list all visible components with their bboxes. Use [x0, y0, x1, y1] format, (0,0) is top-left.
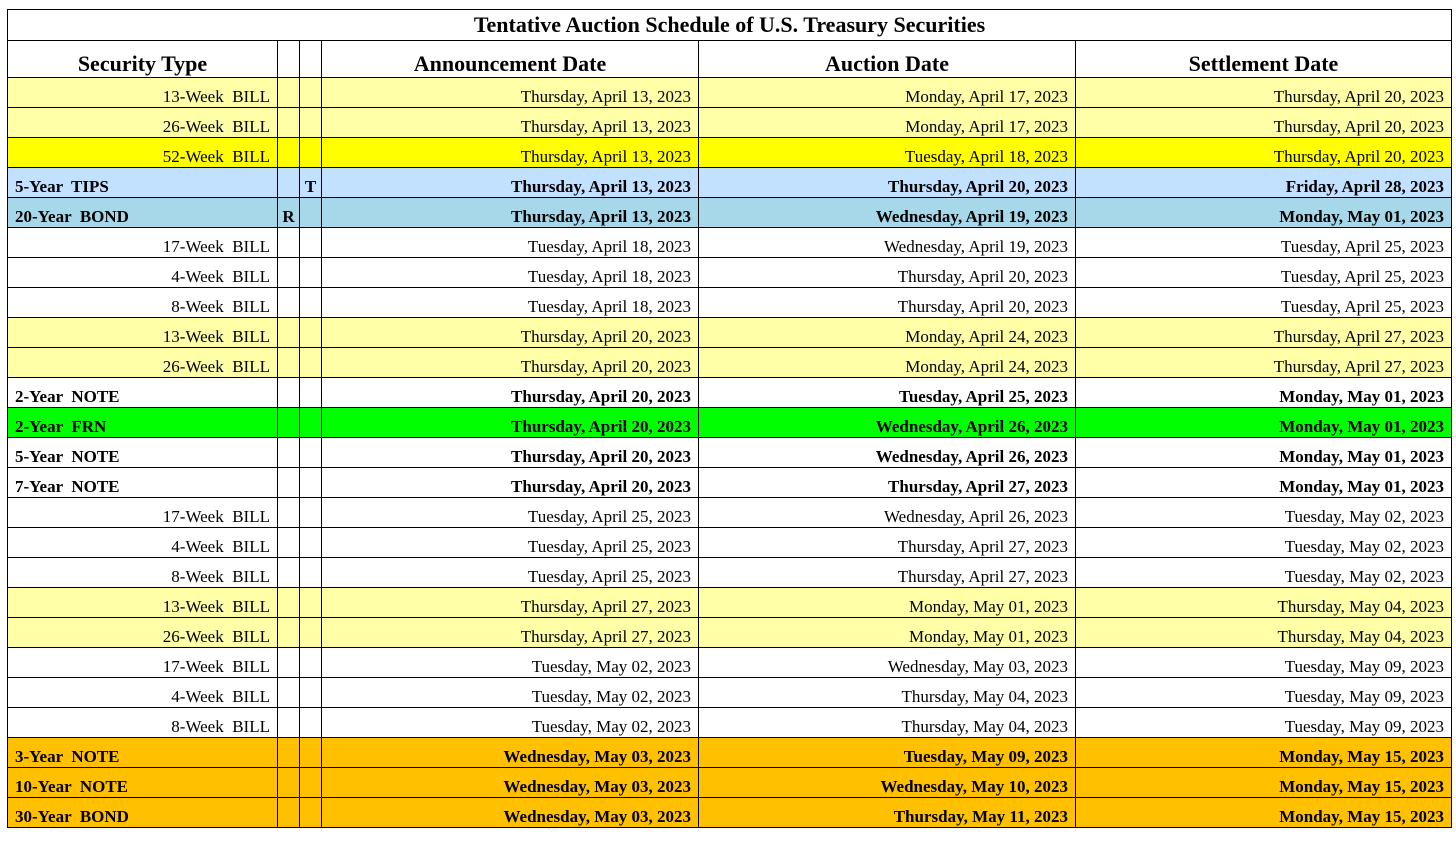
auction-date-cell: Thursday, April 20, 2023 [699, 168, 1076, 198]
auction-date-cell: Monday, May 01, 2023 [699, 588, 1076, 618]
header-row [8, 41, 1452, 78]
flag-cell-reopening [278, 378, 300, 408]
settlement-date-cell: Tuesday, May 02, 2023 [1076, 558, 1452, 588]
security-type-cell: 26-Week BILL [8, 108, 278, 138]
flag-cell-tips [300, 198, 322, 228]
flag-cell-reopening [278, 558, 300, 588]
flag-cell-reopening [278, 798, 300, 828]
table-row [8, 438, 1452, 468]
flag-cell-reopening [278, 468, 300, 498]
settlement-date-cell: Tuesday, May 09, 2023 [1076, 678, 1452, 708]
auction-date-cell: Monday, April 17, 2023 [699, 78, 1076, 108]
auction-date-cell: Tuesday, May 09, 2023 [699, 738, 1076, 768]
table-row [8, 288, 1452, 318]
table-row [8, 78, 1452, 108]
flag-cell-reopening [278, 438, 300, 468]
table-row [8, 228, 1452, 258]
announcement-date-cell: Thursday, April 20, 2023 [322, 378, 699, 408]
settlement-date-cell: Thursday, April 20, 2023 [1076, 108, 1452, 138]
flag-cell-tips [300, 318, 322, 348]
auction-date-cell: Tuesday, April 18, 2023 [699, 138, 1076, 168]
security-type-cell: 26-Week BILL [8, 348, 278, 378]
flag-cell-tips [300, 678, 322, 708]
security-type-cell: 17-Week BILL [8, 228, 278, 258]
flag-cell-tips [300, 438, 322, 468]
settlement-date-cell: Thursday, April 27, 2023 [1076, 318, 1452, 348]
security-type-cell: 26-Week BILL [8, 618, 278, 648]
flag-cell-reopening [278, 108, 300, 138]
settlement-date-cell: Monday, May 01, 2023 [1076, 438, 1452, 468]
security-type-cell: 2-Year FRN [8, 408, 278, 438]
announcement-date-cell: Thursday, April 27, 2023 [322, 618, 699, 648]
settlement-date-cell: Tuesday, April 25, 2023 [1076, 288, 1452, 318]
auction-date-cell: Wednesday, May 10, 2023 [699, 768, 1076, 798]
announcement-date-cell: Wednesday, May 03, 2023 [322, 738, 699, 768]
header-announcement-date: Announcement Date [322, 41, 699, 78]
announcement-date-cell: Tuesday, April 25, 2023 [322, 558, 699, 588]
settlement-date-cell: Thursday, April 20, 2023 [1076, 138, 1452, 168]
announcement-date-cell: Tuesday, April 18, 2023 [322, 288, 699, 318]
table-row [8, 798, 1452, 828]
security-type-cell: 8-Week BILL [8, 288, 278, 318]
security-type-cell: 2-Year NOTE [8, 378, 278, 408]
flag-cell-reopening [278, 588, 300, 618]
security-type-cell: 7-Year NOTE [8, 468, 278, 498]
auction-date-cell: Wednesday, May 03, 2023 [699, 648, 1076, 678]
security-type-cell: 4-Week BILL [8, 678, 278, 708]
announcement-date-cell: Tuesday, May 02, 2023 [322, 678, 699, 708]
table-row [8, 648, 1452, 678]
settlement-date-cell: Tuesday, April 25, 2023 [1076, 228, 1452, 258]
schedule-body [8, 78, 1452, 828]
auction-date-cell: Thursday, April 27, 2023 [699, 528, 1076, 558]
announcement-date-cell: Tuesday, April 25, 2023 [322, 528, 699, 558]
flag-cell-tips [300, 138, 322, 168]
flag-cell-tips [300, 288, 322, 318]
flag-cell-reopening [278, 708, 300, 738]
flag-cell-reopening [278, 768, 300, 798]
auction-date-cell: Wednesday, April 26, 2023 [699, 408, 1076, 438]
flag-cell-reopening [278, 318, 300, 348]
announcement-date-cell: Thursday, April 13, 2023 [322, 108, 699, 138]
table-row [8, 408, 1452, 438]
auction-date-cell: Thursday, May 11, 2023 [699, 798, 1076, 828]
flag-cell-reopening [278, 138, 300, 168]
flag-cell-tips [300, 468, 322, 498]
header-security-type: Security Type [8, 41, 278, 78]
auction-schedule-table [7, 9, 1452, 828]
flag-cell-tips [300, 408, 322, 438]
flag-cell-tips [300, 798, 322, 828]
announcement-date-cell: Wednesday, May 03, 2023 [322, 768, 699, 798]
announcement-date-cell: Thursday, April 13, 2023 [322, 168, 699, 198]
flag-cell-tips [300, 108, 322, 138]
header-flag-col-2 [300, 41, 322, 78]
settlement-date-cell: Friday, April 28, 2023 [1076, 168, 1452, 198]
flag-cell-tips [300, 588, 322, 618]
settlement-date-cell: Thursday, May 04, 2023 [1076, 588, 1452, 618]
table-row [8, 318, 1452, 348]
sheet-title: Tentative Auction Schedule of U.S. Treasury Securities [8, 10, 1452, 41]
settlement-date-cell: Monday, May 01, 2023 [1076, 198, 1452, 228]
flag-cell-reopening [278, 528, 300, 558]
flag-cell-tips [300, 648, 322, 678]
header-flag-col-1 [278, 41, 300, 78]
announcement-date-cell: Thursday, April 20, 2023 [322, 408, 699, 438]
security-type-cell: 13-Week BILL [8, 588, 278, 618]
announcement-date-cell: Thursday, April 20, 2023 [322, 438, 699, 468]
settlement-date-cell: Thursday, April 27, 2023 [1076, 348, 1452, 378]
security-type-cell: 8-Week BILL [8, 558, 278, 588]
auction-date-cell: Wednesday, April 26, 2023 [699, 498, 1076, 528]
flag-cell-tips [300, 738, 322, 768]
flag-cell-tips [300, 528, 322, 558]
flag-cell-reopening [278, 258, 300, 288]
settlement-date-cell: Monday, May 01, 2023 [1076, 408, 1452, 438]
security-type-cell: 8-Week BILL [8, 708, 278, 738]
table-row [8, 168, 1452, 198]
flag-cell-reopening [278, 288, 300, 318]
settlement-date-cell: Tuesday, May 09, 2023 [1076, 648, 1452, 678]
settlement-date-cell: Thursday, May 04, 2023 [1076, 618, 1452, 648]
auction-date-cell: Monday, April 24, 2023 [699, 348, 1076, 378]
settlement-date-cell: Monday, May 15, 2023 [1076, 738, 1452, 768]
auction-date-cell: Thursday, April 27, 2023 [699, 558, 1076, 588]
flag-cell-tips [300, 348, 322, 378]
flag-cell-tips [300, 558, 322, 588]
settlement-date-cell: Thursday, April 20, 2023 [1076, 78, 1452, 108]
auction-date-cell: Thursday, April 27, 2023 [699, 468, 1076, 498]
table-row [8, 498, 1452, 528]
settlement-date-cell: Tuesday, April 25, 2023 [1076, 258, 1452, 288]
flag-cell-tips [300, 258, 322, 288]
flag-cell-reopening [278, 408, 300, 438]
announcement-date-cell: Thursday, April 20, 2023 [322, 468, 699, 498]
header-settlement-date: Settlement Date [1076, 41, 1452, 78]
announcement-date-cell: Tuesday, April 18, 2023 [322, 228, 699, 258]
flag-cell-reopening [278, 738, 300, 768]
auction-date-cell: Wednesday, April 19, 2023 [699, 228, 1076, 258]
settlement-date-cell: Tuesday, May 02, 2023 [1076, 498, 1452, 528]
table-row [8, 558, 1452, 588]
settlement-date-cell: Monday, May 15, 2023 [1076, 798, 1452, 828]
security-type-cell: 17-Week BILL [8, 648, 278, 678]
table-row [8, 348, 1452, 378]
announcement-date-cell: Tuesday, May 02, 2023 [322, 648, 699, 678]
table-row [8, 678, 1452, 708]
table-row [8, 528, 1452, 558]
announcement-date-cell: Thursday, April 20, 2023 [322, 318, 699, 348]
announcement-date-cell: Tuesday, April 25, 2023 [322, 498, 699, 528]
flag-cell-reopening [278, 618, 300, 648]
flag-cell-reopening [278, 678, 300, 708]
security-type-cell: 30-Year BOND [8, 798, 278, 828]
security-type-cell: 13-Week BILL [8, 78, 278, 108]
auction-date-cell: Thursday, May 04, 2023 [699, 678, 1076, 708]
announcement-date-cell: Thursday, April 13, 2023 [322, 198, 699, 228]
security-type-cell: 3-Year NOTE [8, 738, 278, 768]
flag-cell-reopening [278, 228, 300, 258]
security-type-cell: 4-Week BILL [8, 528, 278, 558]
flag-cell-tips [300, 618, 322, 648]
flag-cell-reopening [278, 648, 300, 678]
table-row [8, 618, 1452, 648]
flag-cell-tips [300, 378, 322, 408]
security-type-cell: 5-Year TIPS [8, 168, 278, 198]
flag-cell-reopening [278, 78, 300, 108]
flag-cell-reopening [278, 168, 300, 198]
settlement-date-cell: Monday, May 15, 2023 [1076, 768, 1452, 798]
auction-date-cell: Wednesday, April 26, 2023 [699, 438, 1076, 468]
table-row [8, 138, 1452, 168]
announcement-date-cell: Tuesday, May 02, 2023 [322, 708, 699, 738]
table-row [8, 258, 1452, 288]
table-row [8, 108, 1452, 138]
settlement-date-cell: Tuesday, May 09, 2023 [1076, 708, 1452, 738]
announcement-date-cell: Thursday, April 13, 2023 [322, 138, 699, 168]
flag-cell-tips [300, 228, 322, 258]
flag-cell-tips [300, 498, 322, 528]
table-row [8, 378, 1452, 408]
header-auction-date: Auction Date [699, 41, 1076, 78]
settlement-date-cell: Tuesday, May 02, 2023 [1076, 528, 1452, 558]
flag-cell-tips: T [300, 168, 322, 198]
announcement-date-cell: Thursday, April 27, 2023 [322, 588, 699, 618]
settlement-date-cell: Monday, May 01, 2023 [1076, 378, 1452, 408]
flag-cell-tips [300, 768, 322, 798]
security-type-cell: 4-Week BILL [8, 258, 278, 288]
flag-cell-reopening: R [278, 198, 300, 228]
flag-cell-reopening [278, 348, 300, 378]
auction-date-cell: Monday, April 24, 2023 [699, 318, 1076, 348]
settlement-date-cell: Monday, May 01, 2023 [1076, 468, 1452, 498]
security-type-cell: 10-Year NOTE [8, 768, 278, 798]
security-type-cell: 13-Week BILL [8, 318, 278, 348]
announcement-date-cell: Tuesday, April 18, 2023 [322, 258, 699, 288]
table-row [8, 738, 1452, 768]
table-row [8, 198, 1452, 228]
auction-date-cell: Monday, April 17, 2023 [699, 108, 1076, 138]
flag-cell-tips [300, 78, 322, 108]
announcement-date-cell: Thursday, April 13, 2023 [322, 78, 699, 108]
table-row [8, 708, 1452, 738]
flag-cell-tips [300, 708, 322, 738]
security-type-cell: 20-Year BOND [8, 198, 278, 228]
security-type-cell: 17-Week BILL [8, 498, 278, 528]
announcement-date-cell: Wednesday, May 03, 2023 [322, 798, 699, 828]
table-row [8, 588, 1452, 618]
announcement-date-cell: Thursday, April 20, 2023 [322, 348, 699, 378]
security-type-cell: 5-Year NOTE [8, 438, 278, 468]
flag-cell-reopening [278, 498, 300, 528]
auction-date-cell: Monday, May 01, 2023 [699, 618, 1076, 648]
auction-date-cell: Thursday, April 20, 2023 [699, 258, 1076, 288]
table-row [8, 768, 1452, 798]
auction-date-cell: Thursday, April 20, 2023 [699, 288, 1076, 318]
table-row [8, 468, 1452, 498]
auction-date-cell: Wednesday, April 19, 2023 [699, 198, 1076, 228]
auction-date-cell: Thursday, May 04, 2023 [699, 708, 1076, 738]
auction-date-cell: Tuesday, April 25, 2023 [699, 378, 1076, 408]
security-type-cell: 52-Week BILL [8, 138, 278, 168]
